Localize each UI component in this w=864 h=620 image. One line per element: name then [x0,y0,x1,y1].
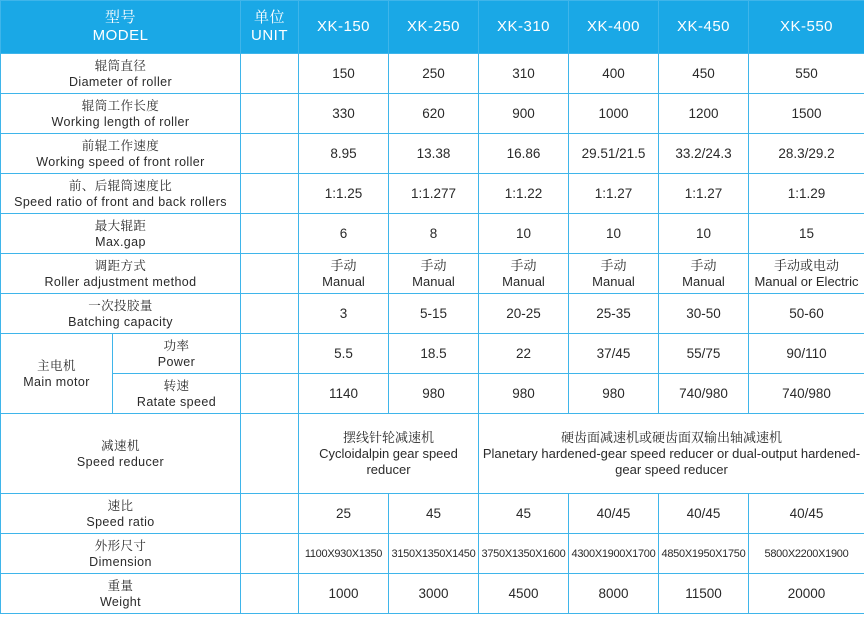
value-cell: 25-35 [569,294,659,334]
value-zh: 摆线针轮减速机 [342,429,434,445]
value-cell: 550 [749,54,864,94]
value-cell: 8000 [569,574,659,614]
value-cell: 1:1.27 [569,174,659,214]
row-front-speed [1,134,864,174]
value-cell: 1000 [299,574,389,614]
value-cell [659,254,749,294]
label-zh: 前、后辊筒速度比 [68,178,173,193]
value-cell: 1500 [749,94,864,134]
value-cell: 50-60 [749,294,864,334]
reducer-group-2 [479,414,864,494]
label-zh: 速比 [107,498,134,513]
value-cell: 10 [569,214,659,254]
value-cell: 980 [389,374,479,414]
value-cell: 20-25 [479,294,569,334]
value-zh: 手动 [420,257,447,273]
unit-cell [241,374,299,414]
value-cell: 1:1.27 [659,174,749,214]
row-label [1,134,241,174]
value-cell: 40/45 [749,494,864,534]
label-zh: 调距方式 [94,258,147,273]
value-cell: 11500 [659,574,749,614]
row-label [1,174,241,214]
label-en: Working speed of front roller [36,154,205,169]
value-cell: 4500 [479,574,569,614]
value-cell: 45 [479,494,569,534]
header-model-5: XK-450 [659,1,749,54]
label-en: Main motor [23,374,90,389]
value-cell: 980 [479,374,569,414]
row-label [1,574,241,614]
row-label-main-motor [1,334,113,414]
value-cell: 1:1.25 [299,174,389,214]
label-en: Max.gap [95,234,146,249]
row-label [1,54,241,94]
value-cell: 740/980 [659,374,749,414]
header-row [1,1,864,54]
row-motor-speed [1,374,864,414]
unit-cell [241,574,299,614]
value-en: Manual [322,273,365,289]
value-cell: 29.51/21.5 [569,134,659,174]
row-batching [1,294,864,334]
value-cell: 4850X1950X1750 [659,534,749,574]
value-cell: 1:1.22 [479,174,569,214]
label-zh: 转速 [163,378,190,393]
value-en: Manual [412,273,455,289]
value-cell [479,254,569,294]
value-en: Manual [502,273,545,289]
unit-cell [241,214,299,254]
value-cell: 25 [299,494,389,534]
value-zh: 手动 [330,257,357,273]
value-zh: 手动 [510,257,537,273]
value-cell [569,254,659,294]
label-en: Ratate speed [136,394,217,409]
row-label [1,94,241,134]
label-zh: 减速机 [101,438,140,453]
unit-cell [241,94,299,134]
label-zh: 前辊工作速度 [81,138,160,153]
unit-cell [241,414,299,494]
unit-cell [241,254,299,294]
value-cell: 450 [659,54,749,94]
header-unit-zh: 单位 [253,9,285,26]
value-cell: 1:1.29 [749,174,864,214]
label-en: Roller adjustment method [44,274,197,289]
value-cell: 6 [299,214,389,254]
value-cell: 55/75 [659,334,749,374]
value-cell: 8 [389,214,479,254]
unit-cell [241,494,299,534]
value-cell: 150 [299,54,389,94]
row-sublabel [113,334,241,374]
value-en: Planetary hardened-gear speed reducer or dual-output hardened-gear speed reducer [482,445,861,477]
value-cell [389,254,479,294]
value-cell: 1100X930X1350 [299,534,389,574]
label-en: Speed reducer [76,454,165,469]
value-cell: 33.2/24.3 [659,134,749,174]
value-cell: 5.5 [299,334,389,374]
value-cell: 400 [569,54,659,94]
value-cell: 980 [569,374,659,414]
row-adjustment [1,254,864,294]
value-en: Manual [682,273,725,289]
row-dimension [1,534,864,574]
row-working-length [1,94,864,134]
label-en: Working length of roller [51,114,190,129]
header-unit [241,1,299,54]
value-cell: 40/45 [569,494,659,534]
label-zh: 最大辊距 [94,218,147,233]
unit-cell [241,54,299,94]
value-zh: 手动或电动 [773,257,839,273]
value-cell: 16.86 [479,134,569,174]
value-cell [749,254,864,294]
row-label [1,534,241,574]
row-reducer [1,414,864,494]
value-cell: 40/45 [659,494,749,534]
label-zh: 外形尺寸 [94,538,147,553]
value-cell: 20000 [749,574,864,614]
label-zh: 功率 [163,338,190,353]
header-model-1: XK-150 [299,1,389,54]
value-cell: 1000 [569,94,659,134]
unit-cell [241,534,299,574]
label-zh: 主电机 [37,358,76,373]
value-cell: 620 [389,94,479,134]
value-cell: 3150X1350X1450 [389,534,479,574]
row-weight [1,574,864,614]
value-cell: 3 [299,294,389,334]
row-speed-ratio-rollers [1,174,864,214]
value-cell: 15 [749,214,864,254]
row-motor-power [1,334,864,374]
value-cell: 740/980 [749,374,864,414]
value-en: Cycloidalpin gear speed reducer [319,445,458,477]
value-cell: 10 [479,214,569,254]
value-cell: 1200 [659,94,749,134]
value-cell: 8.95 [299,134,389,174]
label-zh: 辊筒直径 [94,58,147,73]
value-cell: 1140 [299,374,389,414]
value-cell: 10 [659,214,749,254]
unit-cell [241,134,299,174]
value-zh: 手动 [600,257,627,273]
label-en: Dimension [89,554,152,569]
value-cell: 22 [479,334,569,374]
value-cell: 900 [479,94,569,134]
label-en: Batching capacity [68,314,173,329]
row-sublabel [113,374,241,414]
value-cell: 1:1.277 [389,174,479,214]
value-cell: 330 [299,94,389,134]
value-en: Manual [592,273,635,289]
value-cell: 5-15 [389,294,479,334]
row-label [1,254,241,294]
reducer-group-1 [299,414,479,494]
row-label [1,414,241,494]
header-model-3: XK-310 [479,1,569,54]
label-en: Weight [99,594,142,609]
row-diameter [1,54,864,94]
label-en: Speed ratio of front and back rollers [14,194,227,209]
header-model-6: XK-550 [749,1,864,54]
value-cell: 4300X1900X1700 [569,534,659,574]
row-label [1,214,241,254]
value-en: Manual or Electric [754,273,859,289]
header-model-4: XK-400 [569,1,659,54]
value-cell [299,254,389,294]
unit-cell [241,174,299,214]
label-zh: 一次投胶量 [88,298,153,313]
header-unit-en: UNIT [251,27,288,44]
value-cell: 3000 [389,574,479,614]
value-cell: 37/45 [569,334,659,374]
header-model [1,1,241,54]
value-cell: 310 [479,54,569,94]
value-zh: 硬齿面减速机或硬齿面双输出轴减速机 [560,429,782,445]
value-zh: 手动 [690,257,717,273]
header-model-2: XK-250 [389,1,479,54]
unit-cell [241,334,299,374]
row-max-gap [1,214,864,254]
label-zh: 辊筒工作长度 [81,98,160,113]
value-cell: 250 [389,54,479,94]
label-zh: 重量 [107,578,134,593]
row-label [1,494,241,534]
label-en: Power [157,354,196,369]
value-cell: 13.38 [389,134,479,174]
value-cell: 45 [389,494,479,534]
label-en: Diameter of roller [68,74,173,89]
value-cell: 3750X1350X1600 [479,534,569,574]
value-cell: 28.3/29.2 [749,134,864,174]
value-cell: 90/110 [749,334,864,374]
value-cell: 18.5 [389,334,479,374]
header-model-zh: 型号 [104,9,136,26]
value-cell: 5800X2200X1900 [749,534,864,574]
value-cell: 30-50 [659,294,749,334]
unit-cell [241,294,299,334]
header-model-en: MODEL [92,27,149,44]
label-en: Speed ratio [86,514,155,529]
row-speed-ratio [1,494,864,534]
row-label [1,294,241,334]
